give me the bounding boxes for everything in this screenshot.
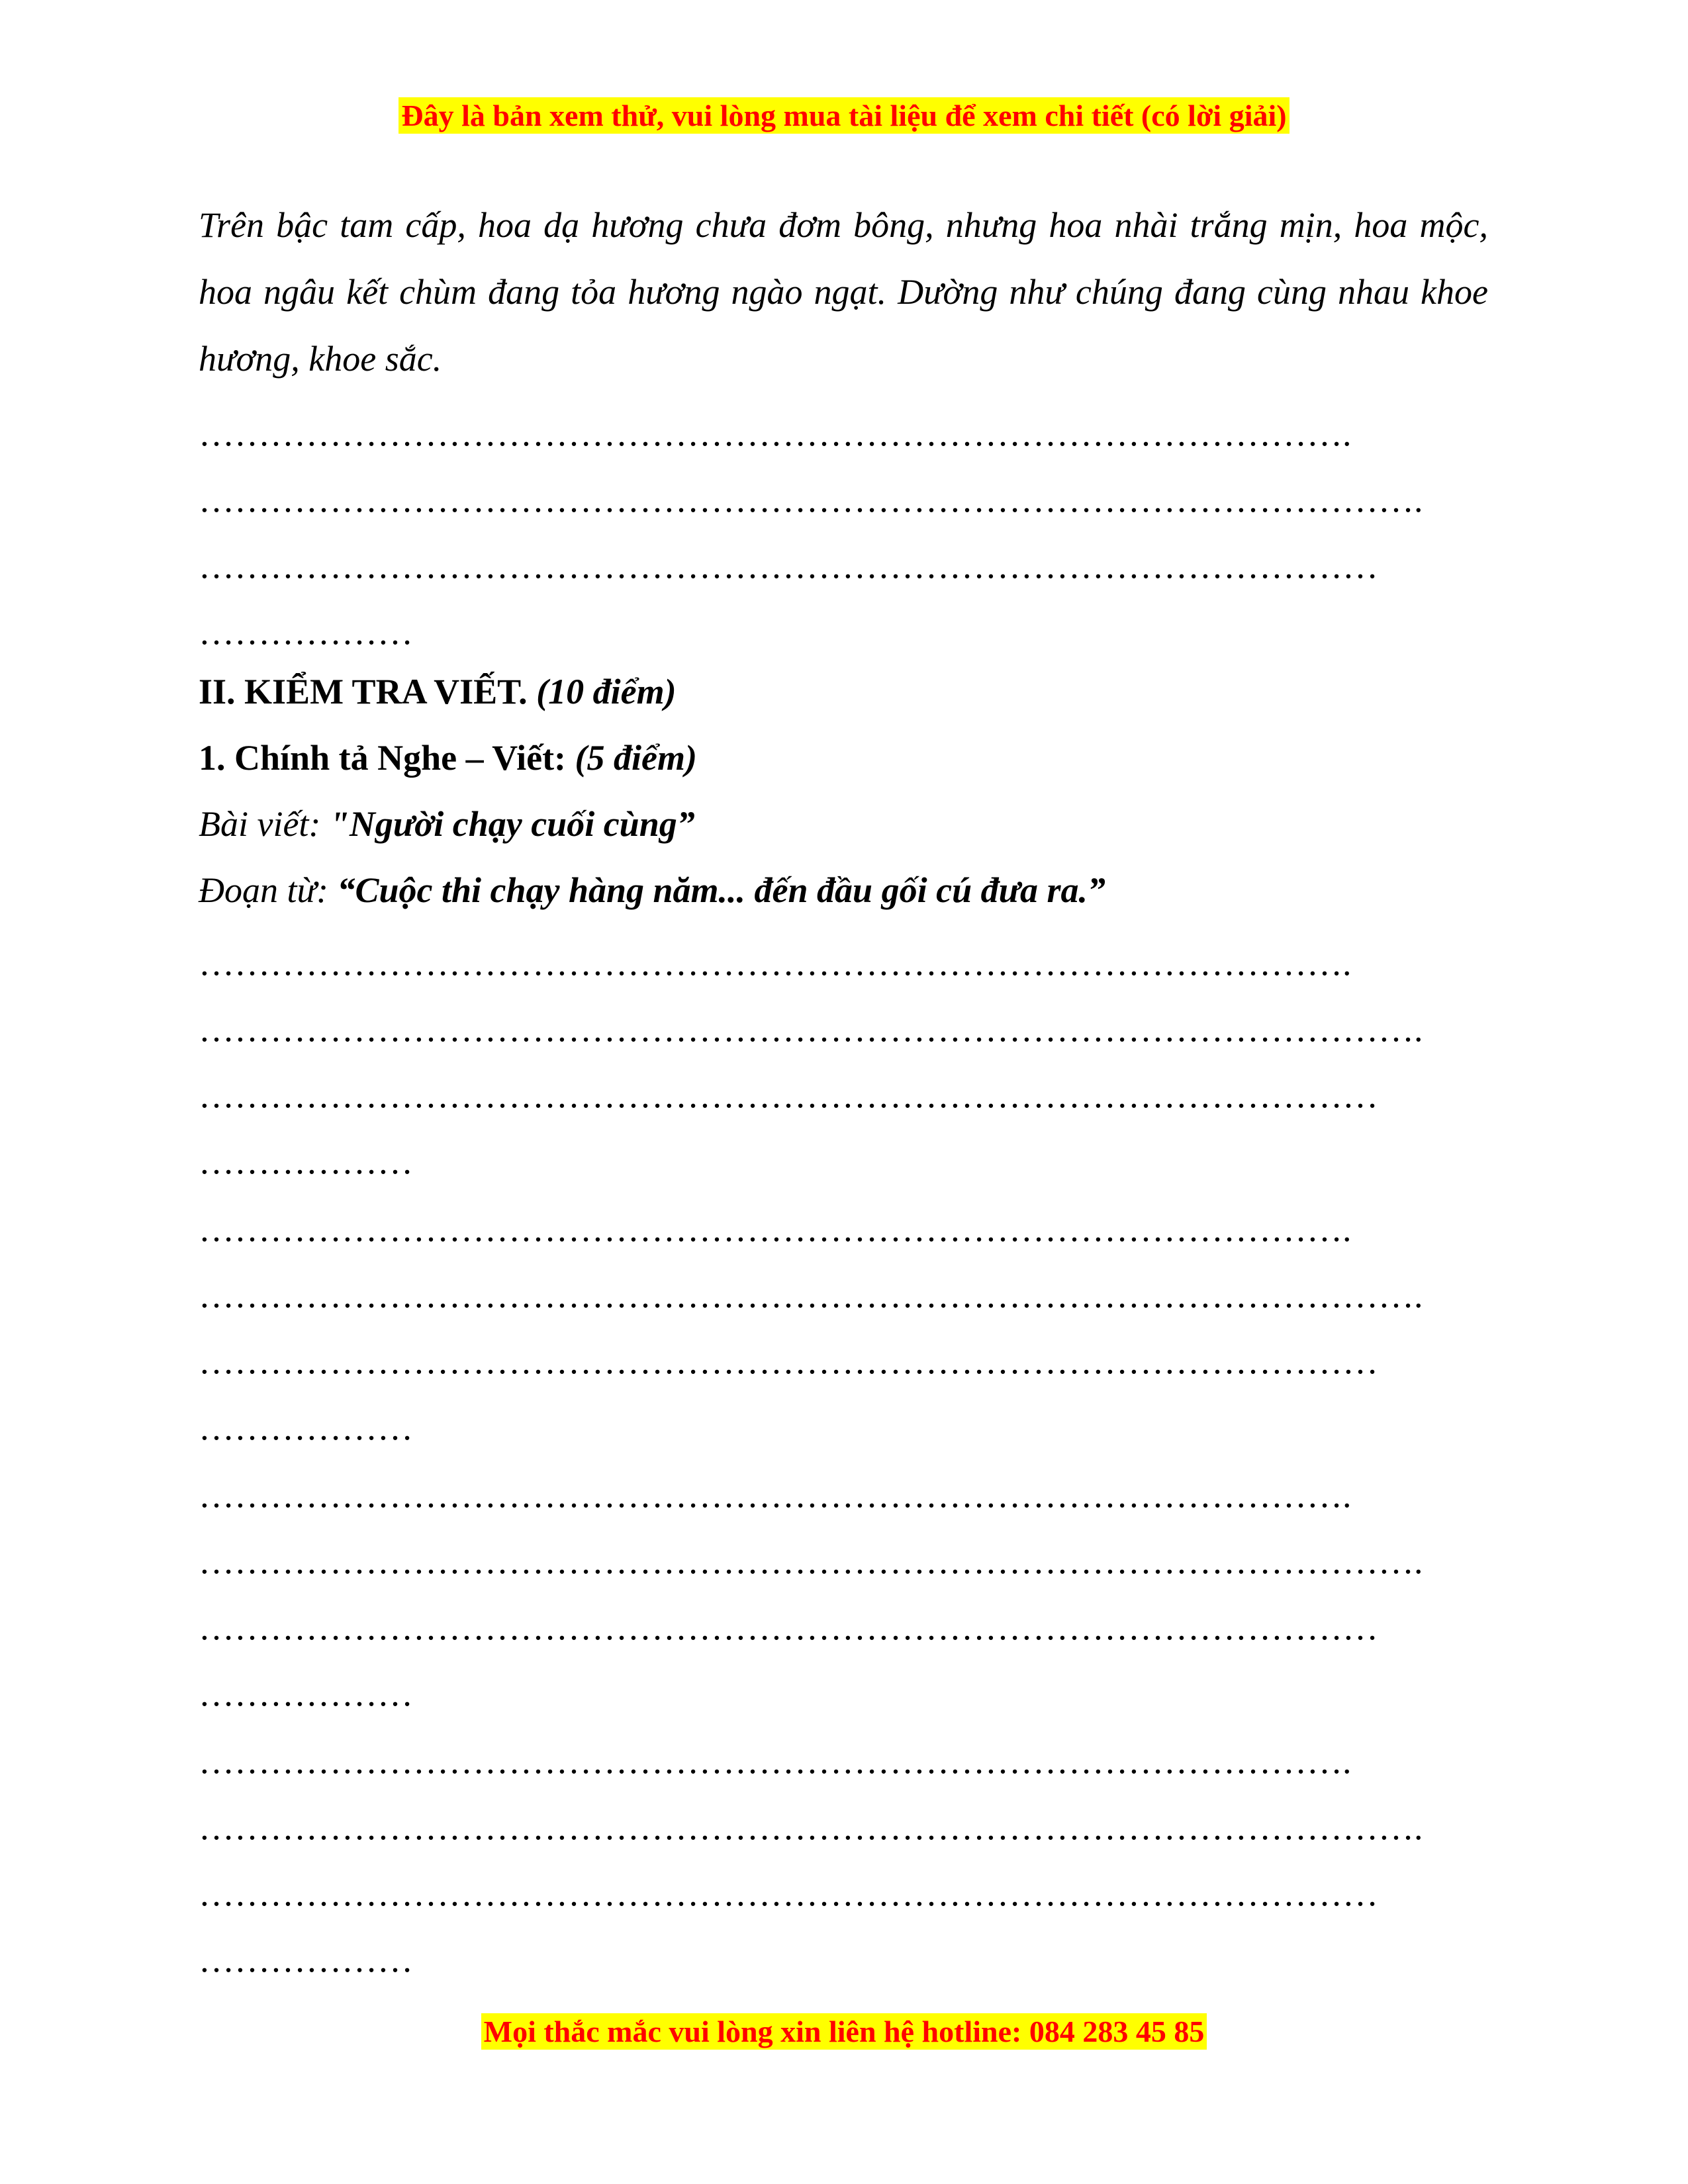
answer-line: ………………	[199, 1674, 413, 1713]
answer-line: ………………………………………………………………………………………….	[199, 1541, 1423, 1581]
dictation-excerpt	[199, 867, 1105, 913]
section-heading-title: II. KIỂM TRA VIẾT.	[199, 672, 528, 711]
dictation-heading-title: 1. Chính tả Nghe – Viết:	[199, 738, 567, 778]
hotline-text: Mọi thắc mắc vui lòng xin liên hệ hotline: 084 283 45 85	[481, 2013, 1207, 2050]
answer-line: …………………………………………………………………………………….	[199, 1475, 1352, 1515]
hotline-banner	[0, 2014, 1688, 2049]
answer-line: ………………	[199, 1940, 413, 1979]
dictation-excerpt-label: Đoạn từ:	[199, 870, 338, 910]
section-heading	[199, 668, 677, 715]
answer-line: …………………………………………………………………………………….	[199, 943, 1352, 983]
answer-line: ………………	[199, 612, 413, 652]
answer-line: ………………………………………………………………………………………	[199, 1075, 1378, 1115]
answer-line: …………………………………………………………………………………….	[199, 1741, 1352, 1781]
answer-line: ………………………………………………………………………………………….	[199, 480, 1423, 520]
answer-line: …………………………………………………………………………………….	[199, 1209, 1352, 1249]
dictation-excerpt-value: “Cuộc thi chạy hàng năm... đến đầu gối cú đưa ra.”	[337, 870, 1105, 910]
answer-line: ………………	[199, 1142, 413, 1181]
answer-line: ………………………………………………………………………………………….	[199, 1275, 1423, 1315]
answer-line: ………………………………………………………………………………………	[199, 1874, 1378, 1913]
dictation-title	[199, 801, 695, 847]
answer-line: ………………………………………………………………………………………….	[199, 1807, 1423, 1847]
dictation-title-value: "Người chạy cuối cùng”	[329, 804, 695, 844]
dictation-heading	[199, 735, 697, 781]
preview-notice-banner	[0, 98, 1688, 133]
answer-line: …………………………………………………………………………………….	[199, 414, 1352, 453]
dictation-heading-points: (5 điểm)	[575, 738, 697, 778]
intro-paragraph: Trên bậc tam cấp, hoa dạ hương chưa đơm bông, nhưng hoa nhài trắng mịn, hoa mộc, hoa ngâu kết chùm đang tỏa hương ngào ngạt. Dường như chúng đang cùng nhau khoe hương, khoe sắc.	[199, 205, 1488, 379]
preview-notice-text: Đây là bản xem thử, vui lòng mua tài liệu để xem chi tiết (có lời giải)	[399, 97, 1289, 134]
answer-line: ………………………………………………………………………………………	[199, 1342, 1378, 1381]
dictation-title-label: Bài viết:	[199, 804, 330, 844]
answer-line: ………………	[199, 1408, 413, 1447]
answer-line: ………………………………………………………………………………………	[199, 546, 1378, 586]
answer-line: ………………………………………………………………………………………….	[199, 1009, 1423, 1049]
answer-line: ………………………………………………………………………………………	[199, 1608, 1378, 1647]
section-heading-points: (10 điểm)	[536, 672, 677, 711]
